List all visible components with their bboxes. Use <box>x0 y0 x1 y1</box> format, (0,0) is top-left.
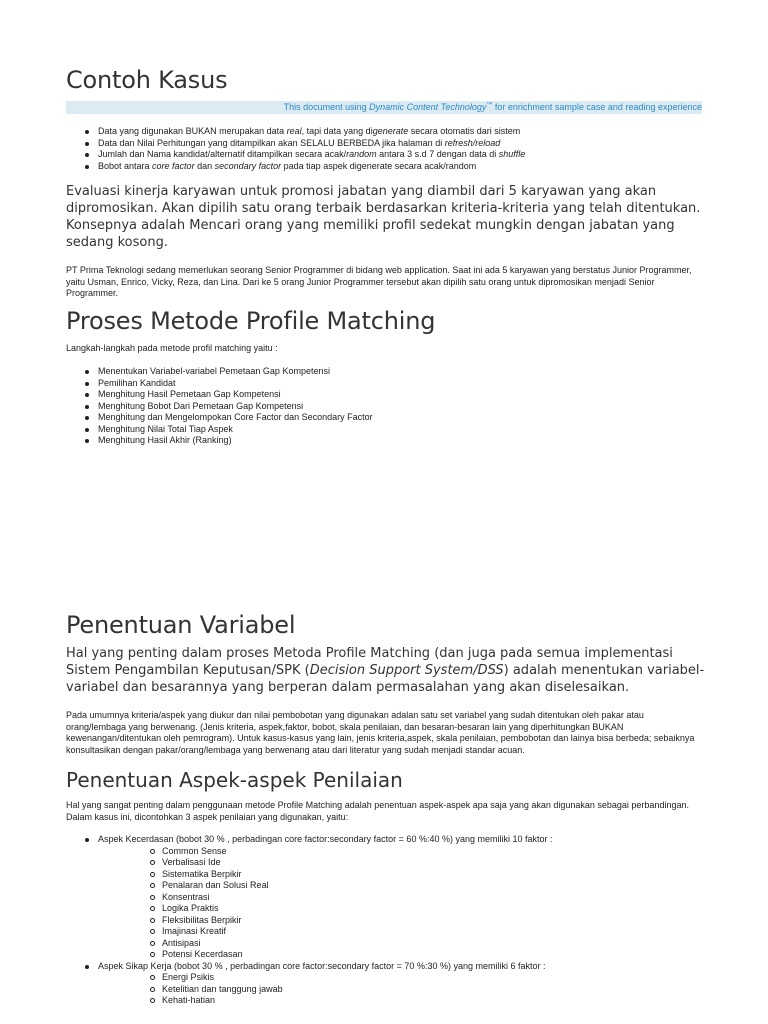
factor-item: Verbalisasi Ide <box>98 857 553 869</box>
factor-item: Logika Praktis <box>98 903 553 915</box>
notes-list <box>66 126 525 172</box>
case-description-paragraph: PT Prima Teknologi sedang memerlukan seorang Senior Programmer di bidang web application. Saat ini ada 5 karyawan yang berstatus Junior Programmer, yaitu Usman, Enrico, Vicky, Reza, dan Lina. Dari ke 5 orang Junior Programmer tersebut akan dipilih satu orang untuk dipromosikan menjadi Senior Programmer. <box>66 265 692 298</box>
factor-list <box>98 972 553 1007</box>
aspect-label: Aspek Sikap Kerja (bobot 30 % , perbadingan core factor:secondary factor = 70 %:30 %) yang memiliki 6 faktor : <box>98 960 546 971</box>
steps-intro: Langkah-langkah pada metode profil matching yaitu : <box>66 343 278 353</box>
factor-item: Imajinasi Kreatif <box>98 926 553 938</box>
aspect-item <box>66 834 553 961</box>
banner-tech-name: Dynamic Content Technology <box>369 102 487 112</box>
factor-item: Potensi Kecerdasan <box>98 949 553 961</box>
note-item: Bobot antara core factor dan secondary factor pada tiap aspek digenerate secara acak/random <box>66 161 525 173</box>
factor-item: Energi Psikis <box>98 972 553 984</box>
aspects-list <box>66 834 553 1007</box>
step-item: Menghitung Bobot Dari Pemetaan Gap Kompetensi <box>66 401 373 413</box>
step-item: Menghitung Hasil Pemetaan Gap Kompetensi <box>66 389 373 401</box>
aspect-paragraph: Hal yang sangat penting dalam penggunaan metode Profile Matching adalah penentuan aspek-aspek apa saja yang akan digunakan sebagai perbandingan. Dalam kasus ini, dicontohkan 3 aspek penilaian yang digunakan, yaitu: <box>66 800 689 822</box>
aspect-item <box>66 961 553 1007</box>
factor-item: Fleksibilitas Berpikir <box>98 915 553 927</box>
step-item: Pemilihan Kandidat <box>66 378 373 390</box>
factor-item: Antisipasi <box>98 938 553 950</box>
factor-list <box>98 846 553 961</box>
step-item: Menghitung Hasil Akhir (Ranking) <box>66 435 373 447</box>
variable-paragraph: Pada umumnya kriteria/aspek yang diukur dan nilai pembobotan yang digunakan adalan satu set variabel yang sudah ditentukan oleh pakar atau orang/lembaga yang berwenang. (Jenis kriteria, aspek,faktor, bobot, skala penilaian, dan besaran-besaran lain yang diperhitungkan BUKAN kewenangan/ditentukan oleh pemrogram). Untuk kasus-kasus yang lain, jenis kriteria,aspek, skala penilaian, pembobotan dan lainya bisa berbeda; sebaiknya konsultasikan dengan pakar/orang/lembaga yang berwenang atau dari literatur yang sudah menjadi standar acuan. <box>66 710 695 755</box>
step-item: Menentukan Variabel-variabel Pemetaan Gap Kompetensi <box>66 366 373 378</box>
note-item: Data yang digunakan BUKAN merupakan data real, tapi data yang digenerate secara otomatis dari sistem <box>66 126 525 138</box>
section-title-contoh-kasus: Contoh Kasus <box>66 66 228 94</box>
aspect-label: Aspek Kecerdasan (bobot 30 % , perbadingan core factor:secondary factor = 60 %:40 %) yang memiliki 10 faktor : <box>98 834 553 844</box>
banner-text-before: This document using <box>283 102 370 112</box>
steps-list <box>66 366 373 447</box>
case-description-lead: Evaluasi kinerja karyawan untuk promosi jabatan yang diambil dari 5 karyawan yang akan dipromosikan. Akan dipilih satu orang terbaik berdasarkan kriteria-kriteria yang telah ditentukan. Konsepnya adalah Mencari orang yang memiliki profil sedekat mungkin dengan jabatan yang sedang kosong. <box>66 184 701 250</box>
factor-item: Ketelitian dan tanggung jawab <box>98 984 553 996</box>
factor-item: Penalaran dan Solusi Real <box>98 880 553 892</box>
step-item: Menghitung Nilai Total Tiap Aspek <box>66 424 373 436</box>
note-item: Data dan Nilai Perhitungan yang ditampilkan akan SELALU BERBEDA jika halaman di refresh/reload <box>66 138 525 150</box>
variable-lead: Hal yang penting dalam proses Metoda Profile Matching (dan juga pada semua implementasi Sistem Pengambilan Keputusan/SPK (Decision Support System/DSS) adalah menentukan variabel-variabel dan besarannya yang berperan dalam permasalahan yang akan diselesaikan. <box>66 646 705 695</box>
banner-text-after: for enrichment sample case and reading experience <box>492 102 702 112</box>
section-title-aspek: Penentuan Aspek-aspek Penilaian <box>66 768 403 792</box>
note-item: Jumlah dan Nama kandidat/alternatif ditampilkan secara acak/random antara 3 s.d 7 dengan data di shuffle <box>66 149 525 161</box>
factor-item: Konsentrasi <box>98 892 553 904</box>
step-item: Menghitung dan Mengelompokan Core Factor dan Secondary Factor <box>66 412 373 424</box>
trademark-mark: ™ <box>486 102 493 108</box>
dynamic-content-banner <box>66 101 702 114</box>
factor-item: Common Sense <box>98 846 553 858</box>
section-title-penentuan-variabel: Penentuan Variabel <box>66 611 296 639</box>
section-title-proses: Proses Metode Profile Matching <box>66 307 436 335</box>
factor-item: Sistematika Berpikir <box>98 869 553 881</box>
factor-item: Kehati-hatian <box>98 995 553 1007</box>
